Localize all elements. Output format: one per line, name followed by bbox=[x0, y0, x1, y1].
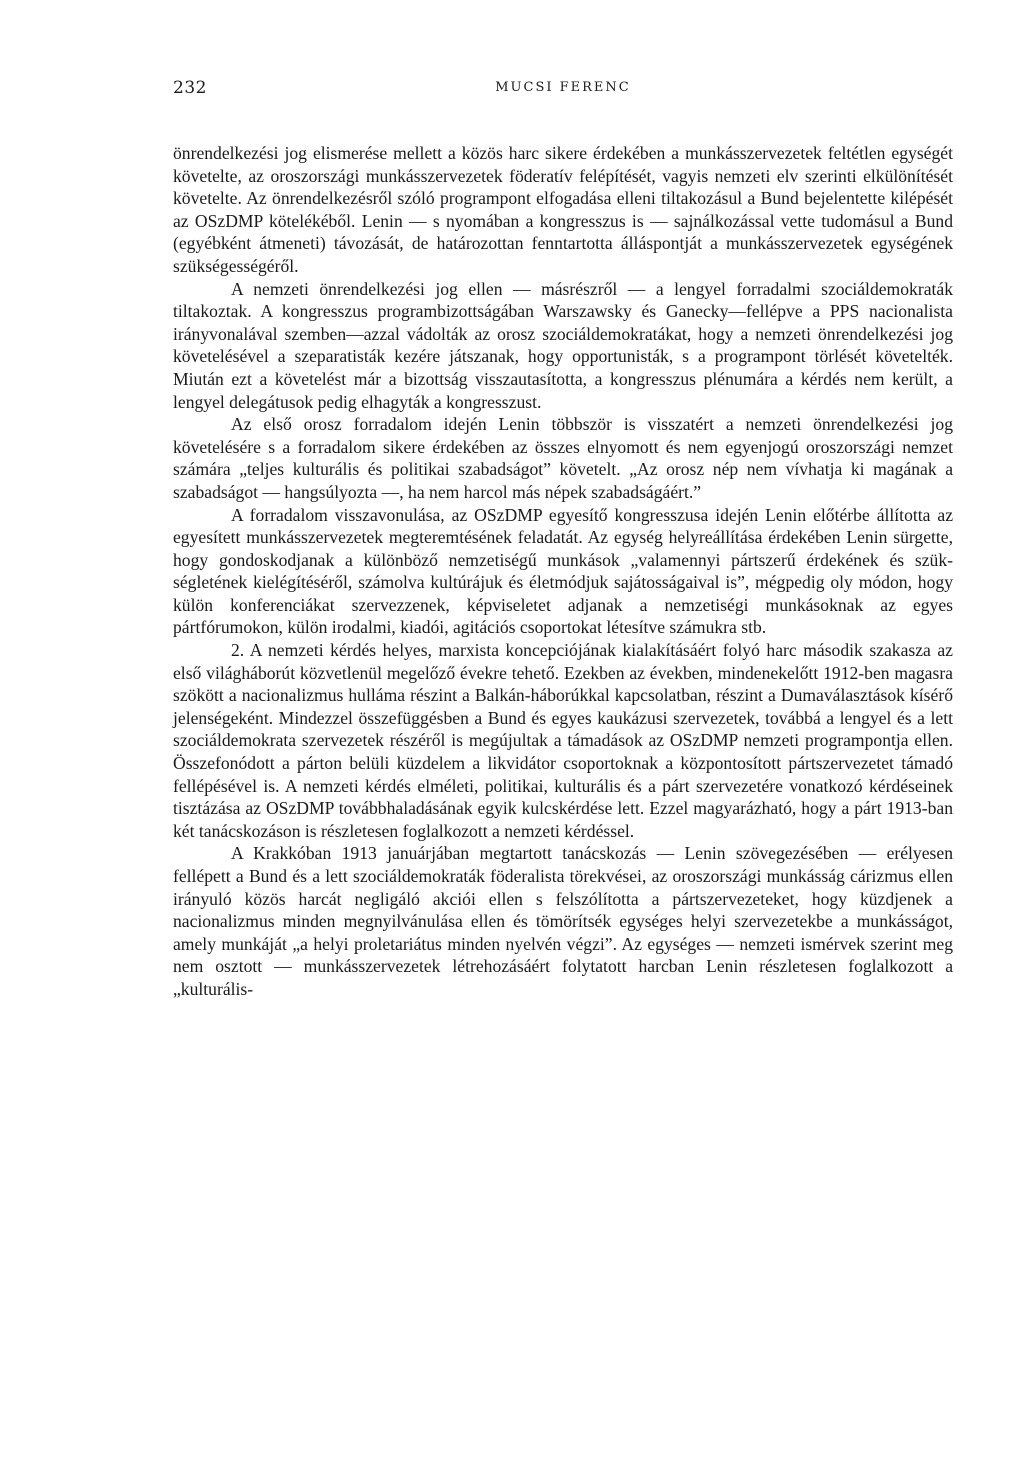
paragraph-polish-objection: A nemzeti önrendelkezési jog ellen — másrészről — a lengyel forradalmi szociáldemokraták tiltakoztak. A kongresszus programbizottságában Warszawsky és Ganecky—fellépve a PPS nacionalista irányvonalával szemben—azzal vádolták az orosz szociáldemokratákat, hogy a nemzeti önrendelkezési jog követelésével a szeparatisták kezére játszanak, hogy opportunisták, s a programpont törlését követelték. Miután ezt a követelést már a bizottság visszautasította, a kongresszus plénumára a kérdés nem került, a lengyel delegátusok pedig elhagyták a kongresszust. bbox=[173, 278, 953, 412]
paragraph-continuation: önrendelkezési jog elismerése mellett a közös harc sikere érdekében a munkásszervezetek feltétlen egységét követelte, az oroszországi munkásszervezetek föderatív felépítését, vagyis nemzeti elv szerinti elkülönítését követelte. Az önrendelkezésről szóló programpont elfogadása elleni tiltakozásul a Bund bejelentette kilépését az OSzDMP kötelékéből. Lenin — s nyomában a kongresszus is — sajnálkozással vette tudomásul a Bund (egyébként átmeneti) távozását, de határozottan fenntartotta álláspontját a munkásszervezetek egységének szükségességéről. bbox=[173, 143, 953, 276]
body-text bbox=[173, 142, 953, 1001]
running-title: MUCSI FERENC bbox=[495, 80, 631, 95]
page-number: 232 bbox=[173, 78, 207, 98]
running-head bbox=[173, 78, 953, 108]
paragraph-first-revolution: Az első orosz forradalom idején Lenin többször is visszatért a nemzeti önrendelkezési jog követelésére s a forradalom sikere érdekében az összes elnyomott és nem egyenjogú oroszországi nemzet számára „teljes kulturális és politikai szabadságot” követelt. „Az orosz nép nem vívhatja ki magának a szabadságot — hangsúlyozta —, ha nem harcol más népek szabadságáért.” bbox=[173, 414, 953, 502]
paragraph-second-stage: 2. A nemzeti kérdés helyes, marxista koncepciójának kialakításáért folyó harc második szakasza az első világháborút közvetlenül megelőző évekre tehető. Ezekben az években, mindenekelőtt 1912-ben magasra szökött a nacionalizmus hulláma részint a Balkán-háborúkkal kapcsolatban, részint a Dumaválasztások kísérő jelenségeként. Mindezzel összefüggésben a Bund és egyes kaukázusi szervezetek, továbbá a lengyel és a lett szociáldemokrata szervezetek részéről is megújultak a támadások az OSzDMP nemzeti programpontja ellen. Összefonódott a párton belüli küzdelem a likvidátor csoportoknak a központosított pártszervezetet támadó fellépésével is. A nemzeti kérdés elméleti, politikai, kulturális és a párt szervezetére vonatkozó kérdéseinek tisztázása az OSzDMP továbbhaladásának egyik kulcskérdése lett. Ezzel magyarázható, hogy a párt 1913-ban két tanácskozáson is részletesen foglalkozott a nemzeti kérdéssel. bbox=[173, 640, 953, 841]
paragraph-unification-congress: A forradalom visszavonulása, az OSzDMP egyesítő kongresszusa idején Lenin előtérbe állította az egyesített munkásszervezetek megteremtésének feladatát. Az egység helyreállítása érdekében Lenin sürgette, hogy gondoskodjanak a különböző nemzetiségű munkások „valamennyi pártszerű érdekének és szükségletének kielégítéséről, számolva kultúrájuk és életmódjuk sajátosságaival is”, mégpedig oly módon, hogy külön konferenciákat szervezzenek, képviseletet adjanak a nemzetiségi munkásoknak az egyes pártfórumokon, külön irodalmi, kiadói, agitációs csoportokat létesítve számukra stb. bbox=[173, 504, 953, 638]
paragraph-krakow-conference: A Krakkóban 1913 januárjában megtartott tanácskozás — Lenin szövegezésében — erélyesen fellépett a Bund és a lett szociáldemokraták föderalista törekvései, az oroszországi munkásság cárizmus ellen irányuló közös harcát negligáló akciói ellen s felszólította a pártszervezeteket, hogy küzdjenek a nacionalizmus minden megnyilvánulása ellen és tömörítsék egységes helyi szervezetekbe a munkásságot, amely munkáját „a helyi proletariátus minden nyelvén végzi”. Az egységes — nemzeti ismérvek szerint meg nem osztott — munkásszervezetek létrehozásáért folytatott harcban Lenin részletesen foglalkozott a „kulturális- bbox=[173, 843, 953, 999]
page bbox=[173, 78, 953, 1001]
